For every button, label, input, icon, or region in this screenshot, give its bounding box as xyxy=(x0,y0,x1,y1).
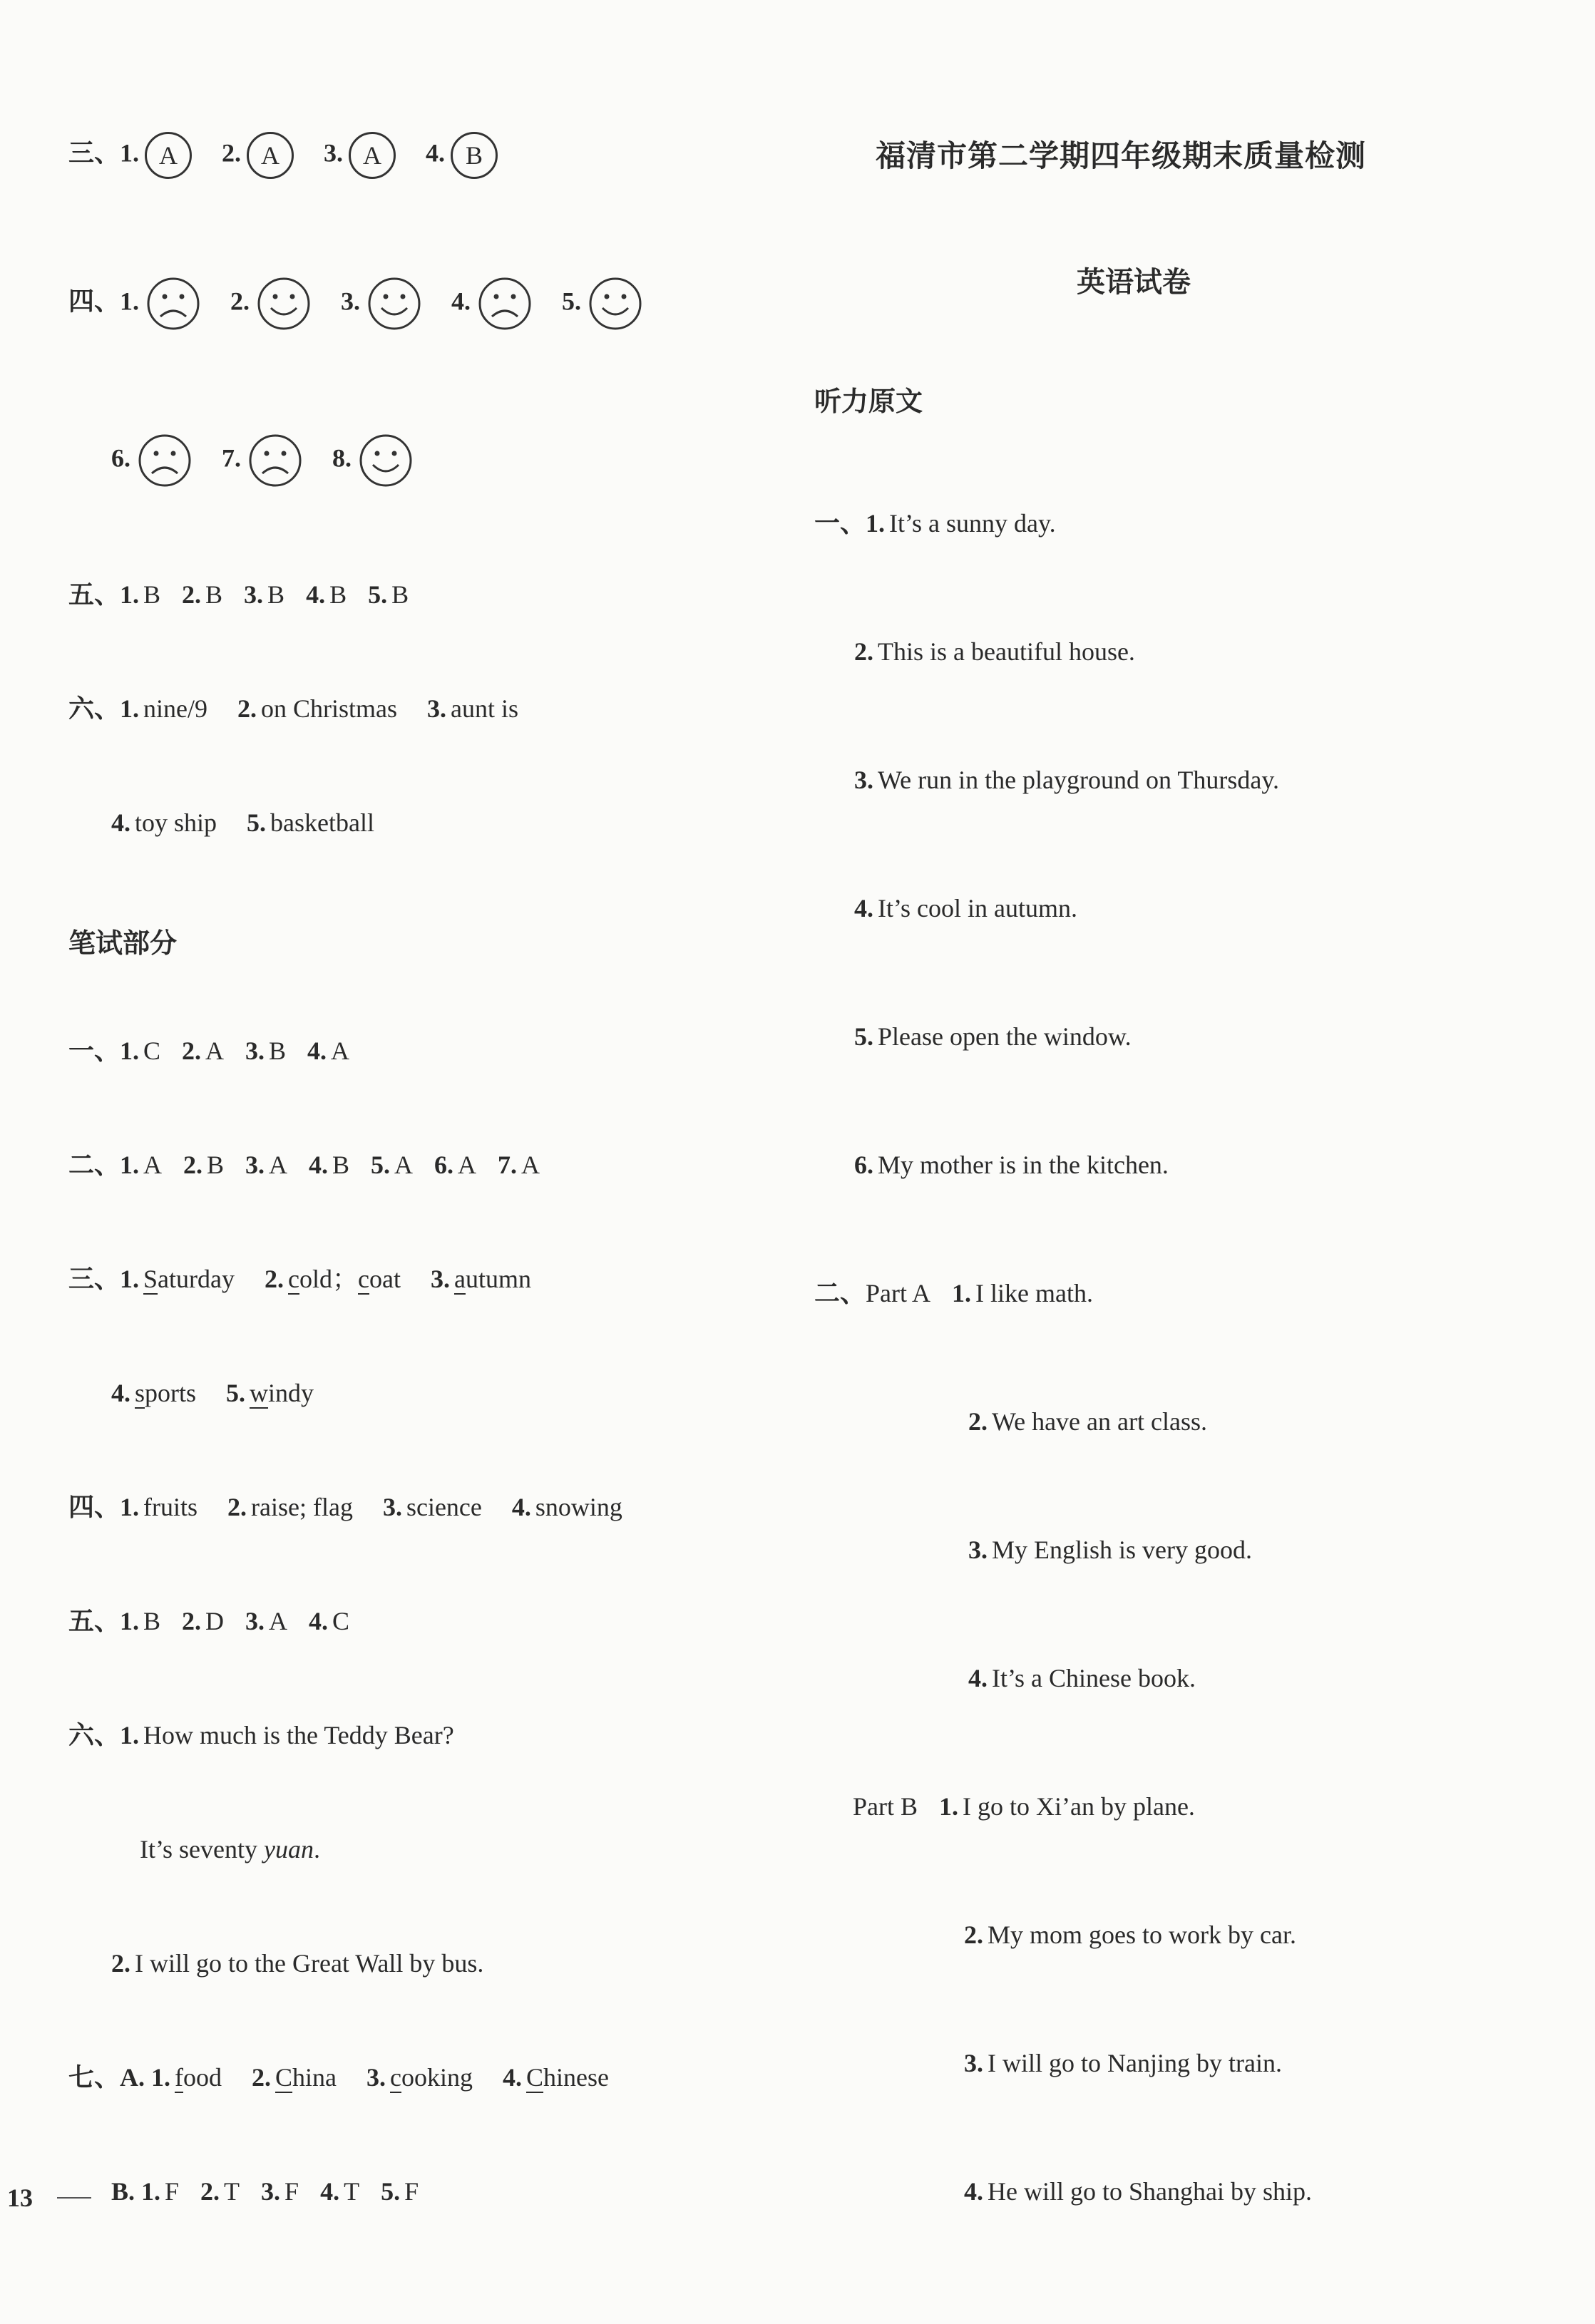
sad-face-icon xyxy=(248,433,302,488)
listening-heading: 听力原文 xyxy=(814,386,923,417)
sad-face-icon xyxy=(138,433,192,488)
happy-face-icon xyxy=(257,277,311,331)
sad-face-icon xyxy=(146,277,200,331)
circled-answer: A xyxy=(349,132,396,179)
listening-yi-2: 2. This is a beautiful house. xyxy=(854,637,1135,666)
written-row-er: 二、1. A 2. B 3. A 4. B 5. A 6. A 7. A xyxy=(68,1151,540,1180)
written-row-si: 四、1. fruits 2. raise; flag 3. science 4. snowing xyxy=(68,1493,622,1522)
page-number: 13 xyxy=(7,2184,33,2212)
listening-er-b3: 3. I will go to Nanjing by train. xyxy=(964,2049,1282,2077)
answer-row-wu: 五、1. B 2. B 3. B 4. B 5. B xyxy=(68,580,409,610)
listening-er-a2: 2. We have an art class. xyxy=(968,1407,1207,1436)
listening-er-b4: 4. He will go to Shanghai by ship. xyxy=(964,2177,1312,2206)
written-row-qi-b: B. 1. F 2. T 3. F 4. T 5. F xyxy=(111,2177,419,2206)
listening-er-a3: 3. My English is very good. xyxy=(968,1536,1252,1564)
answer-row-si-1: 四、1. 2. 3. 4. 5. xyxy=(68,277,642,331)
section-number: 三、 xyxy=(68,138,120,168)
listening-er-b1: Part B 1. I go to Xi’an by plane. xyxy=(853,1792,1195,1821)
answer-row-san: 三、1. A 2. A 3. A 4. B xyxy=(68,132,498,179)
listening-yi-6: 6. My mother is in the kitchen. xyxy=(854,1151,1169,1179)
listening-er-a1: 二、Part A 1. I like math. xyxy=(814,1279,1093,1308)
listening-yi-3: 3. We run in the playground on Thursday. xyxy=(854,766,1279,794)
written-row-qi-a: 七、A. 1. food 2. China 3. cooking 4. Chinese xyxy=(68,2063,609,2092)
written-row-san-2: 4. sports 5. windy xyxy=(111,1379,314,1407)
circled-answer: A xyxy=(247,132,294,179)
page-number-dash xyxy=(57,2197,91,2199)
listening-yi-4: 4. It’s cool in autumn. xyxy=(854,894,1077,922)
written-section-heading: 笔试部分 xyxy=(68,927,178,959)
answer-row-liu-1: 六、1. nine/9 2. on Christmas 3. aunt is xyxy=(68,694,519,724)
written-row-yi: 一、1. C 2. A 3. B 4. A xyxy=(68,1037,350,1066)
listening-yi-5: 5. Please open the window. xyxy=(854,1022,1132,1051)
happy-face-icon xyxy=(367,277,421,331)
written-row-wu: 五、1. B 2. D 3. A 4. C xyxy=(68,1607,350,1636)
answer-row-si-2: 6. 7. 8. xyxy=(111,433,413,488)
written-row-liu-a1: It’s seventy yuan. xyxy=(140,1835,320,1863)
happy-face-icon xyxy=(588,277,642,331)
listening-er-b2: 2. My mom goes to work by car. xyxy=(964,1921,1296,1949)
written-row-liu-q1: 六、1. How much is the Teddy Bear? xyxy=(68,1721,454,1750)
written-row-liu-q2: 2. I will go to the Great Wall by bus. xyxy=(111,1949,484,1978)
happy-face-icon xyxy=(359,433,413,488)
page-title: 福清市第二学期四年级期末质量检测 xyxy=(876,138,1367,173)
sad-face-icon xyxy=(478,277,532,331)
circled-answer: B xyxy=(451,132,498,179)
listening-yi-1: 一、1. It’s a sunny day. xyxy=(814,509,1056,538)
circled-answer: A xyxy=(145,132,192,179)
section-number: 四、 xyxy=(68,287,120,317)
answer-row-liu-2: 4. toy ship 5. basketball xyxy=(111,808,374,837)
listening-er-a4: 4. It’s a Chinese book. xyxy=(968,1664,1196,1692)
written-row-san-1: 三、1. Saturday 2. cold；coat 3. autumn xyxy=(68,1265,531,1294)
page-subtitle: 英语试卷 xyxy=(1077,266,1191,299)
